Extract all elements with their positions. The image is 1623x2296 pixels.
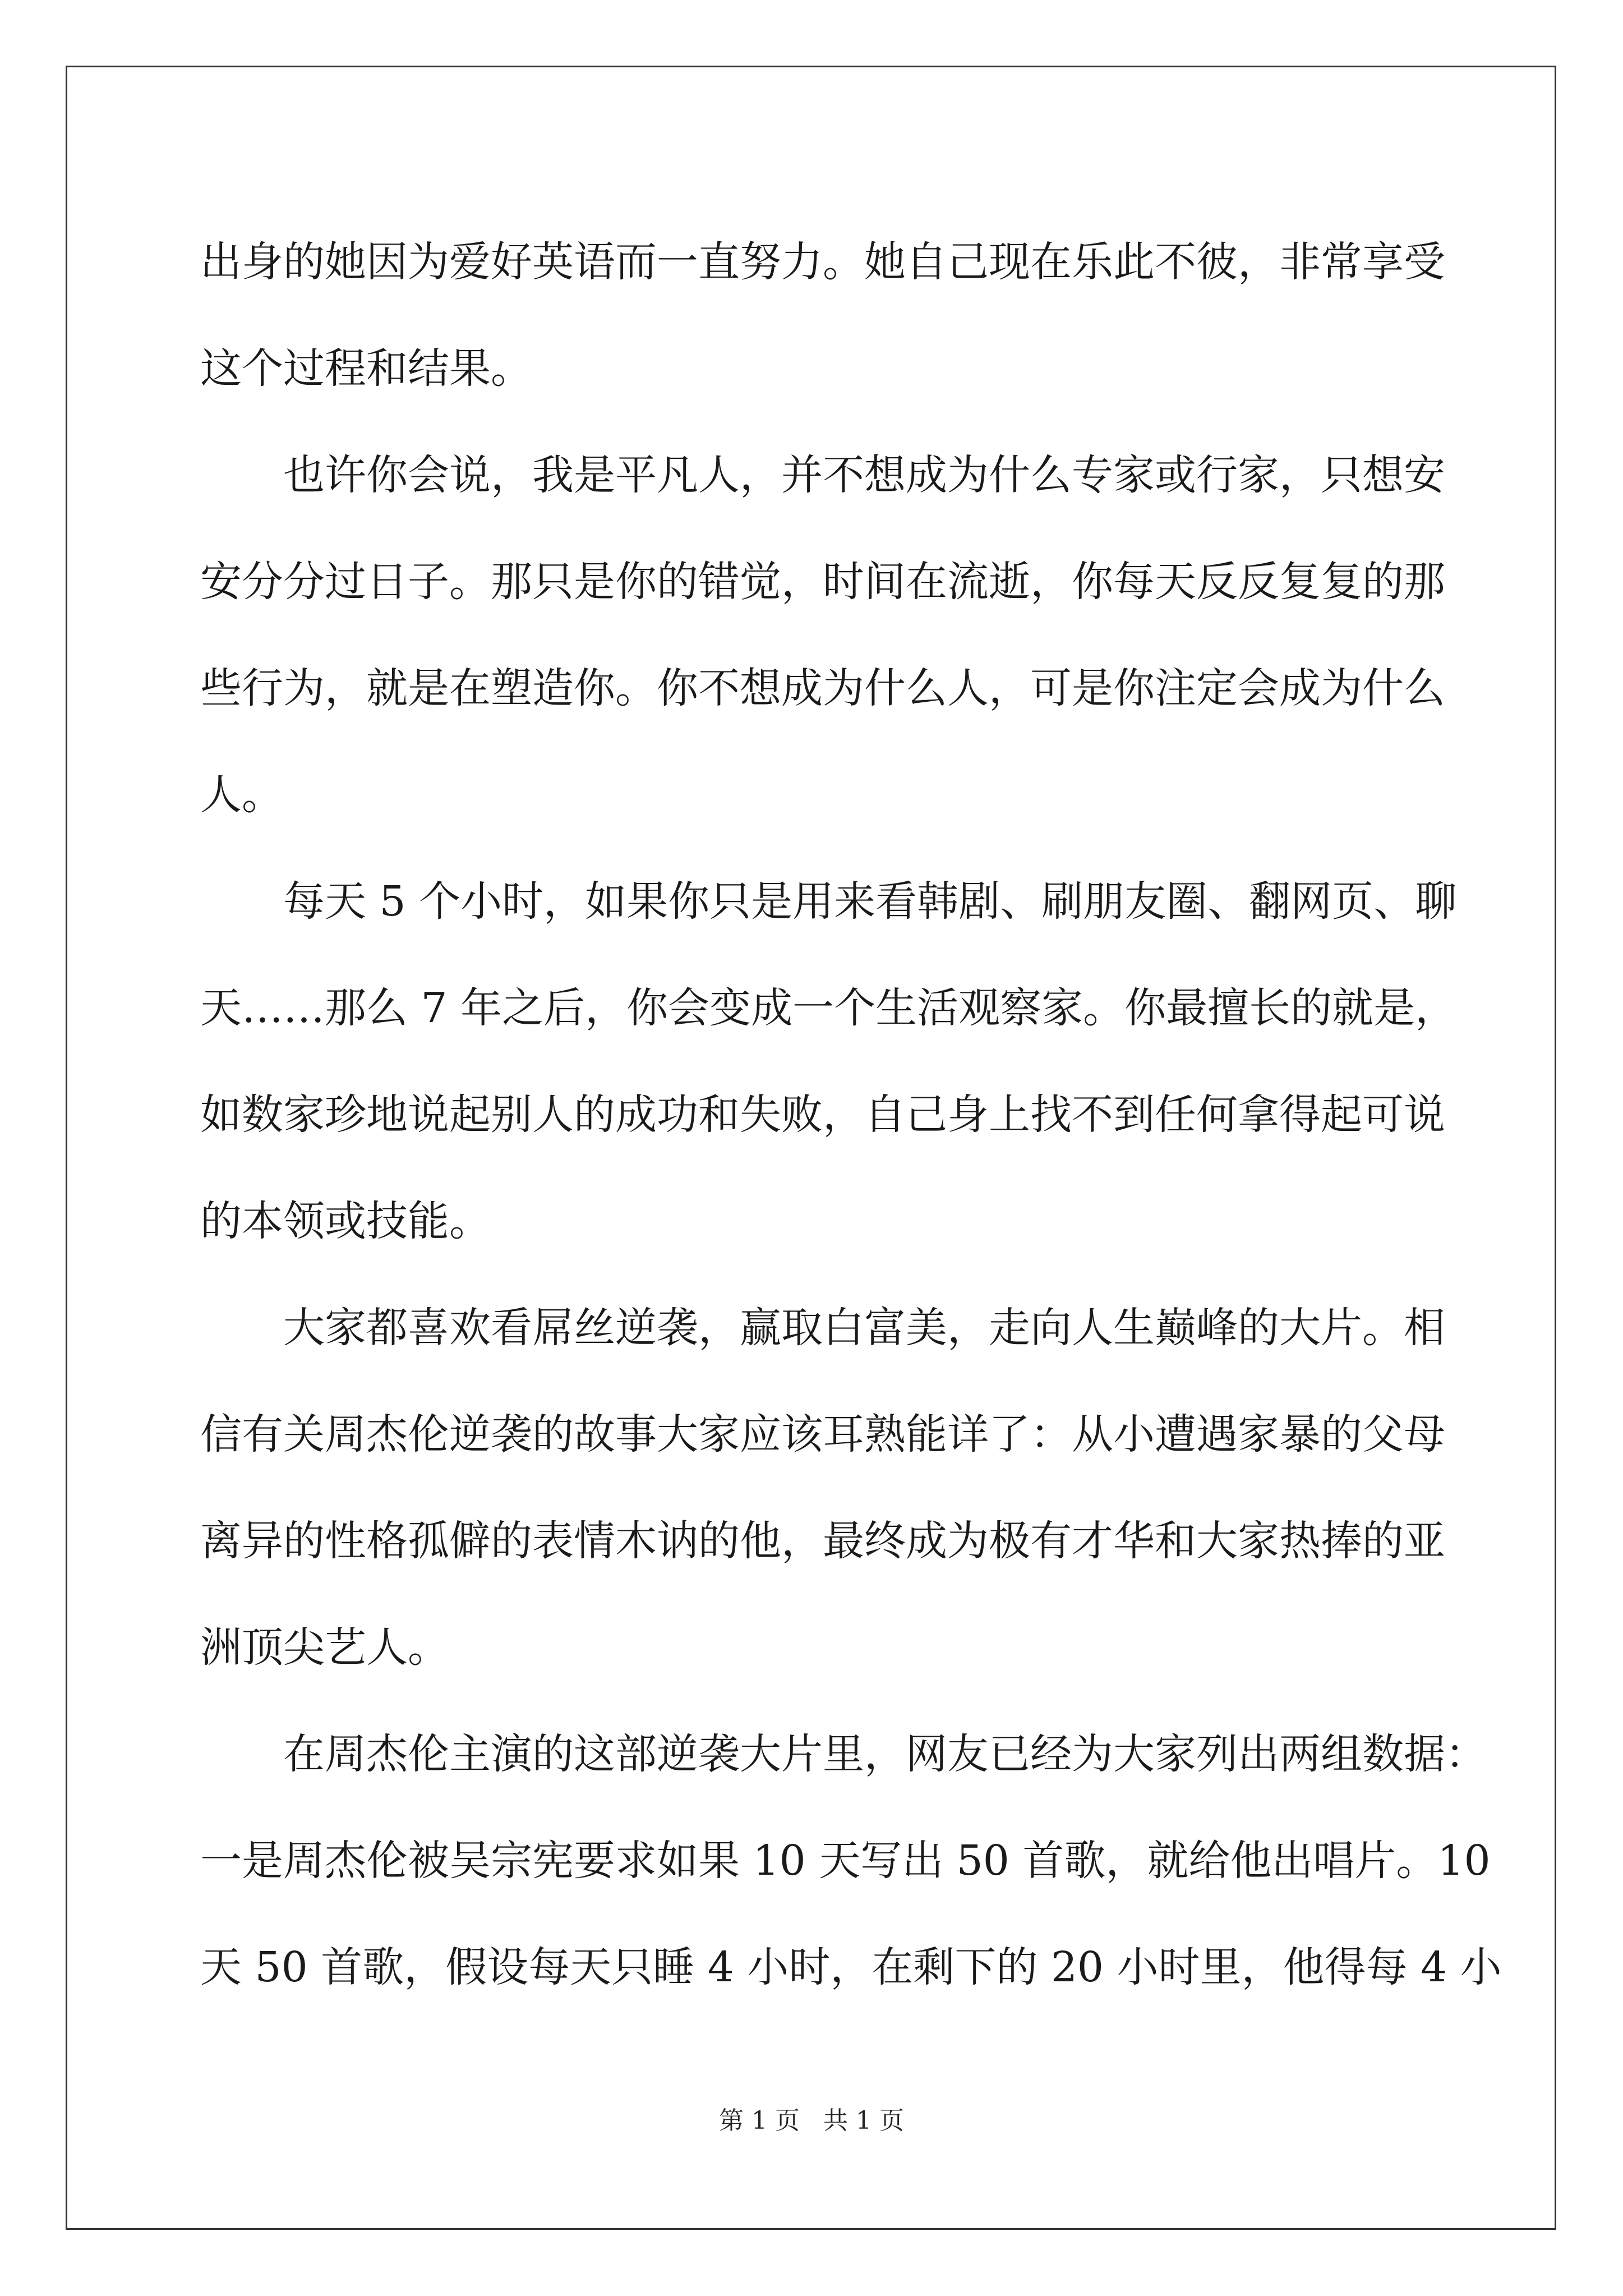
text-line: 些行为，就是在塑造你。你不想成为什么人，可是你注定会成为什么 xyxy=(200,664,1445,712)
text-line: 大家都喜欢看屌丝逆袭，赢取白富美，走向人生巅峰的大片。相 xyxy=(283,1304,1445,1352)
text-line: 天 50 首歌，假设每天只睡 4 小时，在剩下的 20 小时里，他得每 4 小 xyxy=(200,1943,1502,1991)
text-line: 安分分过日子。那只是你的错觉，时间在流逝，你每天反反复复的那 xyxy=(200,558,1445,606)
text-line: 在周杰伦主演的这部逆袭大片里，网友已经为大家列出两组数据： xyxy=(283,1730,1487,1778)
page-footer xyxy=(0,2100,1623,2136)
text-line: 每天 5 个小时，如果你只是用来看韩剧、刷朋友圈、翻网页、聊 xyxy=(283,877,1457,926)
text-line: 人。 xyxy=(200,771,283,819)
text-line: 离异的性格孤僻的表情木讷的他，最终成为极有才华和大家热捧的亚 xyxy=(200,1517,1445,1565)
page-total: 共 1 页 xyxy=(823,2106,904,2135)
text-line: 信有关周杰伦逆袭的故事大家应该耳熟能详了：从小遭遇家暴的父母 xyxy=(200,1410,1445,1458)
page-number: 第 1 页 xyxy=(719,2106,800,2135)
text-line: 的本领或技能。 xyxy=(200,1197,491,1245)
text-line: 也许你会说，我是平凡人，并不想成为什么专家或行家，只想安 xyxy=(283,451,1445,499)
text-line: 如数家珍地说起别人的成功和失败，自己身上找不到任何拿得起可说 xyxy=(200,1091,1445,1139)
text-line: 洲顶尖艺人。 xyxy=(200,1623,449,1672)
text-line: 这个过程和结果。 xyxy=(200,344,532,393)
text-line: 一是周杰伦被吴宗宪要求如果 10 天写出 50 首歌，就给他出唱片。10 xyxy=(200,1837,1491,1885)
text-line: 出身的她因为爱好英语而一直努力。她自己现在乐此不彼，非常享受 xyxy=(200,238,1445,286)
document-body xyxy=(200,209,1502,2021)
text-line: 天……那么 7 年之后，你会变成一个生活观察家。你最擅长的就是， xyxy=(200,984,1457,1032)
